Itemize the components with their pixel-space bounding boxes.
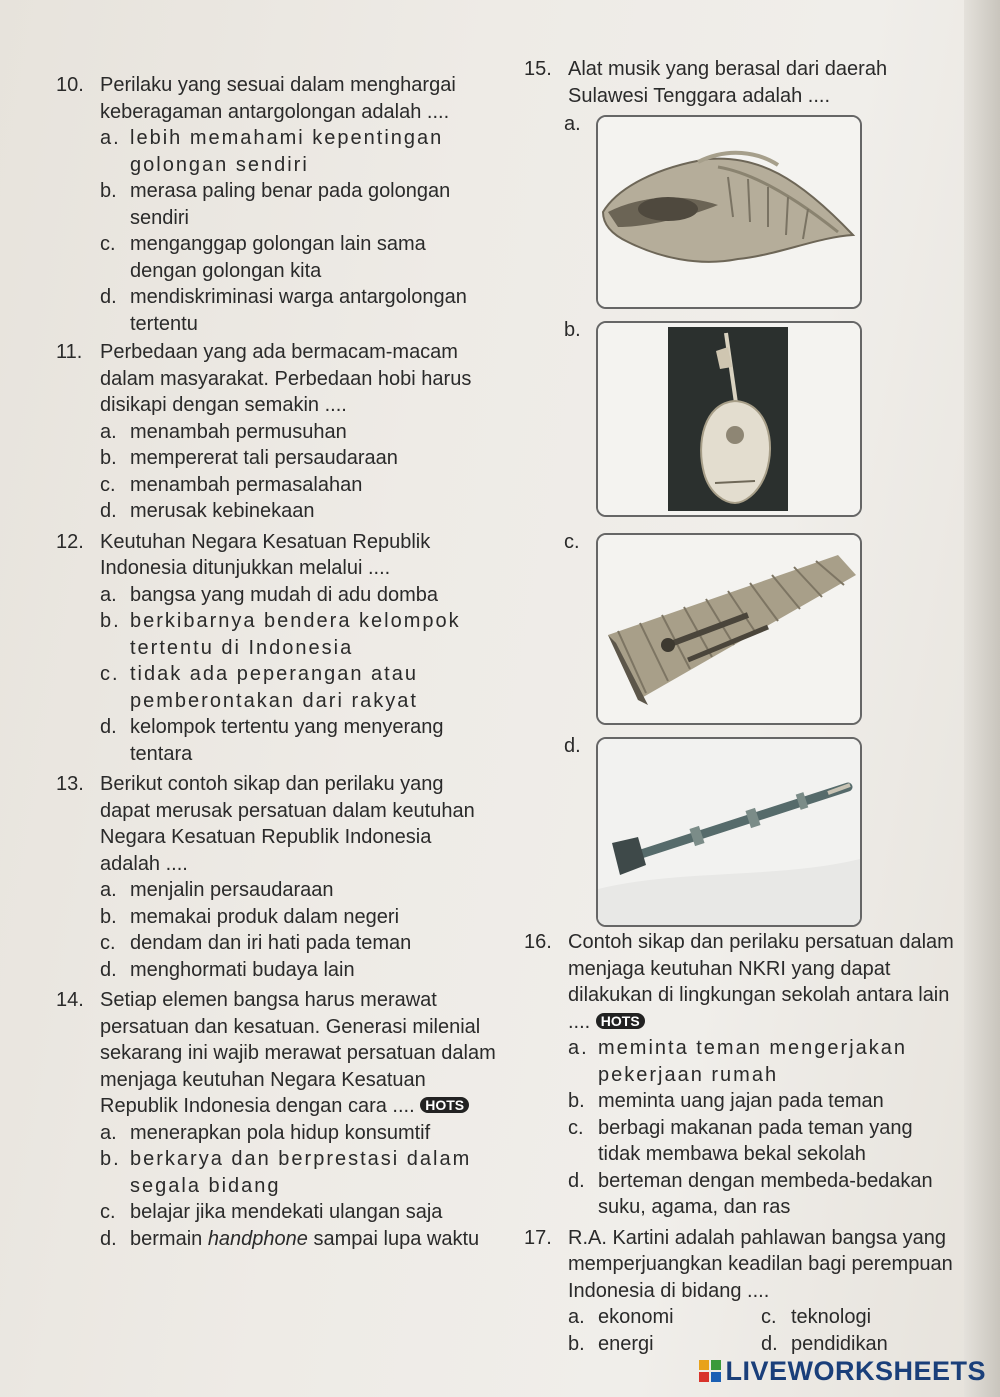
option-c[interactable] xyxy=(100,1199,496,1226)
option-text: energi xyxy=(598,1332,654,1355)
option-text: lebih memahami kepentingan golongan sendiri xyxy=(130,127,444,176)
option-text: memakai produk dalam negeri xyxy=(130,905,400,928)
option-text: ekonomi xyxy=(598,1306,674,1328)
option-letter: d. xyxy=(761,1332,778,1355)
conch-shell-image xyxy=(596,115,862,309)
question-14 xyxy=(56,987,496,1252)
option-text: menerapkan pola hidup konsumtif xyxy=(130,1121,431,1144)
question-13 xyxy=(56,771,496,983)
option-letter: a. xyxy=(568,1037,589,1059)
watermark-text: LIVEWORKSHEETS xyxy=(725,1356,986,1386)
option-letter: b. xyxy=(100,610,121,632)
option-c[interactable] xyxy=(761,1304,954,1331)
option-letter: b. xyxy=(100,447,117,469)
option-b[interactable] xyxy=(100,178,496,231)
option-letter: c. xyxy=(564,531,580,553)
option-letter: b. xyxy=(568,1090,585,1112)
option-a[interactable] xyxy=(568,1035,954,1088)
option-text: berkarya dan berprestasi dalam segala bidang xyxy=(130,1148,472,1197)
xylophone-image xyxy=(596,533,862,725)
hots-badge: HOTS xyxy=(420,1097,469,1113)
question-11 xyxy=(56,339,496,525)
option-b[interactable] xyxy=(100,904,496,931)
question-16 xyxy=(524,929,954,1221)
option-d[interactable] xyxy=(100,957,496,984)
option-letter: a. xyxy=(564,113,581,135)
option-text: dendam dan iri hati pada teman xyxy=(130,932,412,954)
question-text: Alat musik yang berasal dari daerah Sulawesi Tenggara adalah .... xyxy=(568,58,888,107)
question-number: 11. xyxy=(56,341,83,363)
option-letter: a. xyxy=(100,583,117,606)
option-a[interactable] xyxy=(100,1120,496,1147)
option-text: bermain xyxy=(130,1227,208,1250)
option-letter: a. xyxy=(568,1306,585,1328)
option-letter: b. xyxy=(564,319,581,341)
option-text-italic: handphone xyxy=(207,1227,308,1250)
option-b[interactable] xyxy=(100,1146,496,1199)
option-d[interactable] xyxy=(568,1168,954,1221)
option-text: berkibarnya bendera kelompok tertentu di Indonesia xyxy=(130,610,461,659)
option-b[interactable] xyxy=(100,445,496,472)
option-letter: b. xyxy=(568,1332,585,1355)
option-text: merusak kebinekaan xyxy=(130,500,315,522)
option-text: menghormati budaya lain xyxy=(130,958,355,981)
option-b[interactable] xyxy=(568,1331,761,1358)
option-d[interactable] xyxy=(524,731,954,927)
question-number: 15. xyxy=(524,58,552,80)
question-text xyxy=(568,929,954,1035)
option-text: pendidikan xyxy=(791,1332,888,1355)
option-c[interactable] xyxy=(524,527,954,731)
option-a[interactable] xyxy=(100,582,496,609)
option-d[interactable] xyxy=(100,284,496,337)
option-c[interactable] xyxy=(568,1115,954,1168)
liveworksheets-watermark xyxy=(699,1356,986,1387)
option-d[interactable] xyxy=(100,498,496,525)
option-letter: d. xyxy=(100,1227,117,1250)
question-15 xyxy=(524,56,954,927)
option-letter: d. xyxy=(100,286,117,308)
option-text: teknologi xyxy=(791,1306,872,1328)
option-text: menganggap golongan lain sama dengan golongan kita xyxy=(130,233,426,282)
option-c[interactable] xyxy=(100,930,496,957)
question-text-body: Setiap elemen bangsa harus merawat persatuan dan kesatuan. Generasi milenial sekarang ini wajib merawat persatuan dalam menjaga keutuhan Negara Kesatuan Republik Indonesia dengan cara .... xyxy=(100,989,496,1117)
option-letter: c. xyxy=(100,663,120,685)
option-a[interactable] xyxy=(100,125,496,178)
question-text: Berikut contoh sikap dan perilaku yang dapat merusak persatuan dalam keutuhan Negara Kesatuan Republik Indonesia adalah .... xyxy=(100,773,475,875)
question-number: 13. xyxy=(56,773,84,795)
option-c[interactable] xyxy=(100,231,496,284)
page-edge-shadow xyxy=(964,0,1000,1397)
option-a[interactable] xyxy=(524,109,954,315)
question-text-body: Contoh sikap dan perilaku persatuan dalam menjaga keutuhan NKRI yang dapat dilakukan di lingkungan sekolah antara lain .... xyxy=(568,931,954,1033)
option-letter: c. xyxy=(100,473,116,496)
question-12 xyxy=(56,529,496,768)
option-text: mendiskriminasi warga antargolongan tertentu xyxy=(130,286,467,335)
option-text: merasa paling benar pada golongan sendiri xyxy=(130,180,451,229)
lute-image xyxy=(596,321,862,517)
option-text: kelompok tertentu yang menyerang tentara xyxy=(130,716,444,765)
question-number: 12. xyxy=(56,530,84,553)
question-text xyxy=(100,987,496,1120)
option-b[interactable] xyxy=(568,1088,954,1115)
option-letter: c. xyxy=(761,1306,777,1328)
option-letter: a. xyxy=(100,879,117,901)
option-letter: a. xyxy=(100,1121,117,1144)
question-number: 10. xyxy=(56,74,84,96)
options-row-1 xyxy=(568,1304,954,1331)
question-text: Keutuhan Negara Kesatuan Republik Indonesia ditunjukkan melalui .... xyxy=(100,530,431,579)
option-text: belajar jika mendekati ulangan saja xyxy=(130,1201,443,1223)
option-c[interactable] xyxy=(100,472,496,499)
option-text: berteman dengan membeda-bedakan suku, agama, dan ras xyxy=(598,1169,933,1218)
option-text: menambah permasalahan xyxy=(130,473,363,496)
option-text: tidak ada peperangan atau pemberontakan dari rakyat xyxy=(130,663,418,712)
option-b[interactable] xyxy=(100,608,496,661)
option-d[interactable] xyxy=(761,1331,954,1358)
right-column xyxy=(524,56,954,1357)
option-letter: b. xyxy=(100,905,117,928)
question-17 xyxy=(524,1225,954,1358)
option-letter: d. xyxy=(100,716,117,738)
option-text: meminta teman mengerjakan pekerjaan rumah xyxy=(598,1037,908,1086)
question-10 xyxy=(56,72,496,337)
question-number: 16. xyxy=(524,931,552,953)
option-d[interactable] xyxy=(100,714,496,767)
option-c[interactable] xyxy=(100,661,496,714)
option-text: sampai lupa waktu xyxy=(307,1227,480,1250)
question-text: Perilaku yang sesuai dalam menghargai keberagaman antargolongan adalah .... xyxy=(100,74,456,123)
option-letter: d. xyxy=(568,1169,585,1192)
option-letter: c. xyxy=(100,932,116,954)
option-d[interactable] xyxy=(100,1226,496,1253)
option-letter: d. xyxy=(100,958,117,981)
option-letter: c. xyxy=(100,233,116,255)
option-letter: d. xyxy=(564,735,581,757)
option-letter: b. xyxy=(100,1148,121,1170)
option-text: mempererat tali persaudaraan xyxy=(130,447,398,469)
option-text: bangsa yang mudah di adu domba xyxy=(130,583,439,606)
option-letter: c. xyxy=(568,1116,584,1139)
option-a[interactable] xyxy=(100,877,496,904)
left-column xyxy=(56,72,496,1254)
option-a[interactable] xyxy=(100,419,496,446)
question-text: Perbedaan yang ada bermacam-macam dalam masyarakat. Perbedaan hobi harus disikapi dengan semakin .... xyxy=(100,341,472,416)
option-text: meminta uang jajan pada teman xyxy=(598,1090,884,1112)
option-text: berbagi makanan pada teman yang tidak membawa bekal sekolah xyxy=(598,1116,913,1165)
option-b[interactable] xyxy=(524,315,954,527)
flute-image xyxy=(596,737,862,927)
option-letter: a. xyxy=(100,127,121,149)
option-text: menjalin persaudaraan xyxy=(130,879,334,901)
option-letter: c. xyxy=(100,1201,116,1223)
option-letter: a. xyxy=(100,420,117,443)
question-text: R.A. Kartini adalah pahlawan bangsa yang memperjuangkan keadilan bagi perempuan Indonesia di bidang .... xyxy=(568,1226,953,1302)
hots-badge: HOTS xyxy=(596,1013,645,1029)
option-text: menambah permusuhan xyxy=(130,420,347,443)
question-number: 17. xyxy=(524,1226,552,1249)
options-row-2 xyxy=(568,1331,954,1358)
question-number: 14. xyxy=(56,989,84,1011)
liveworksheets-logo-icon xyxy=(699,1358,721,1380)
option-letter: d. xyxy=(100,500,117,522)
option-letter: b. xyxy=(100,180,117,202)
option-a[interactable] xyxy=(568,1304,761,1331)
